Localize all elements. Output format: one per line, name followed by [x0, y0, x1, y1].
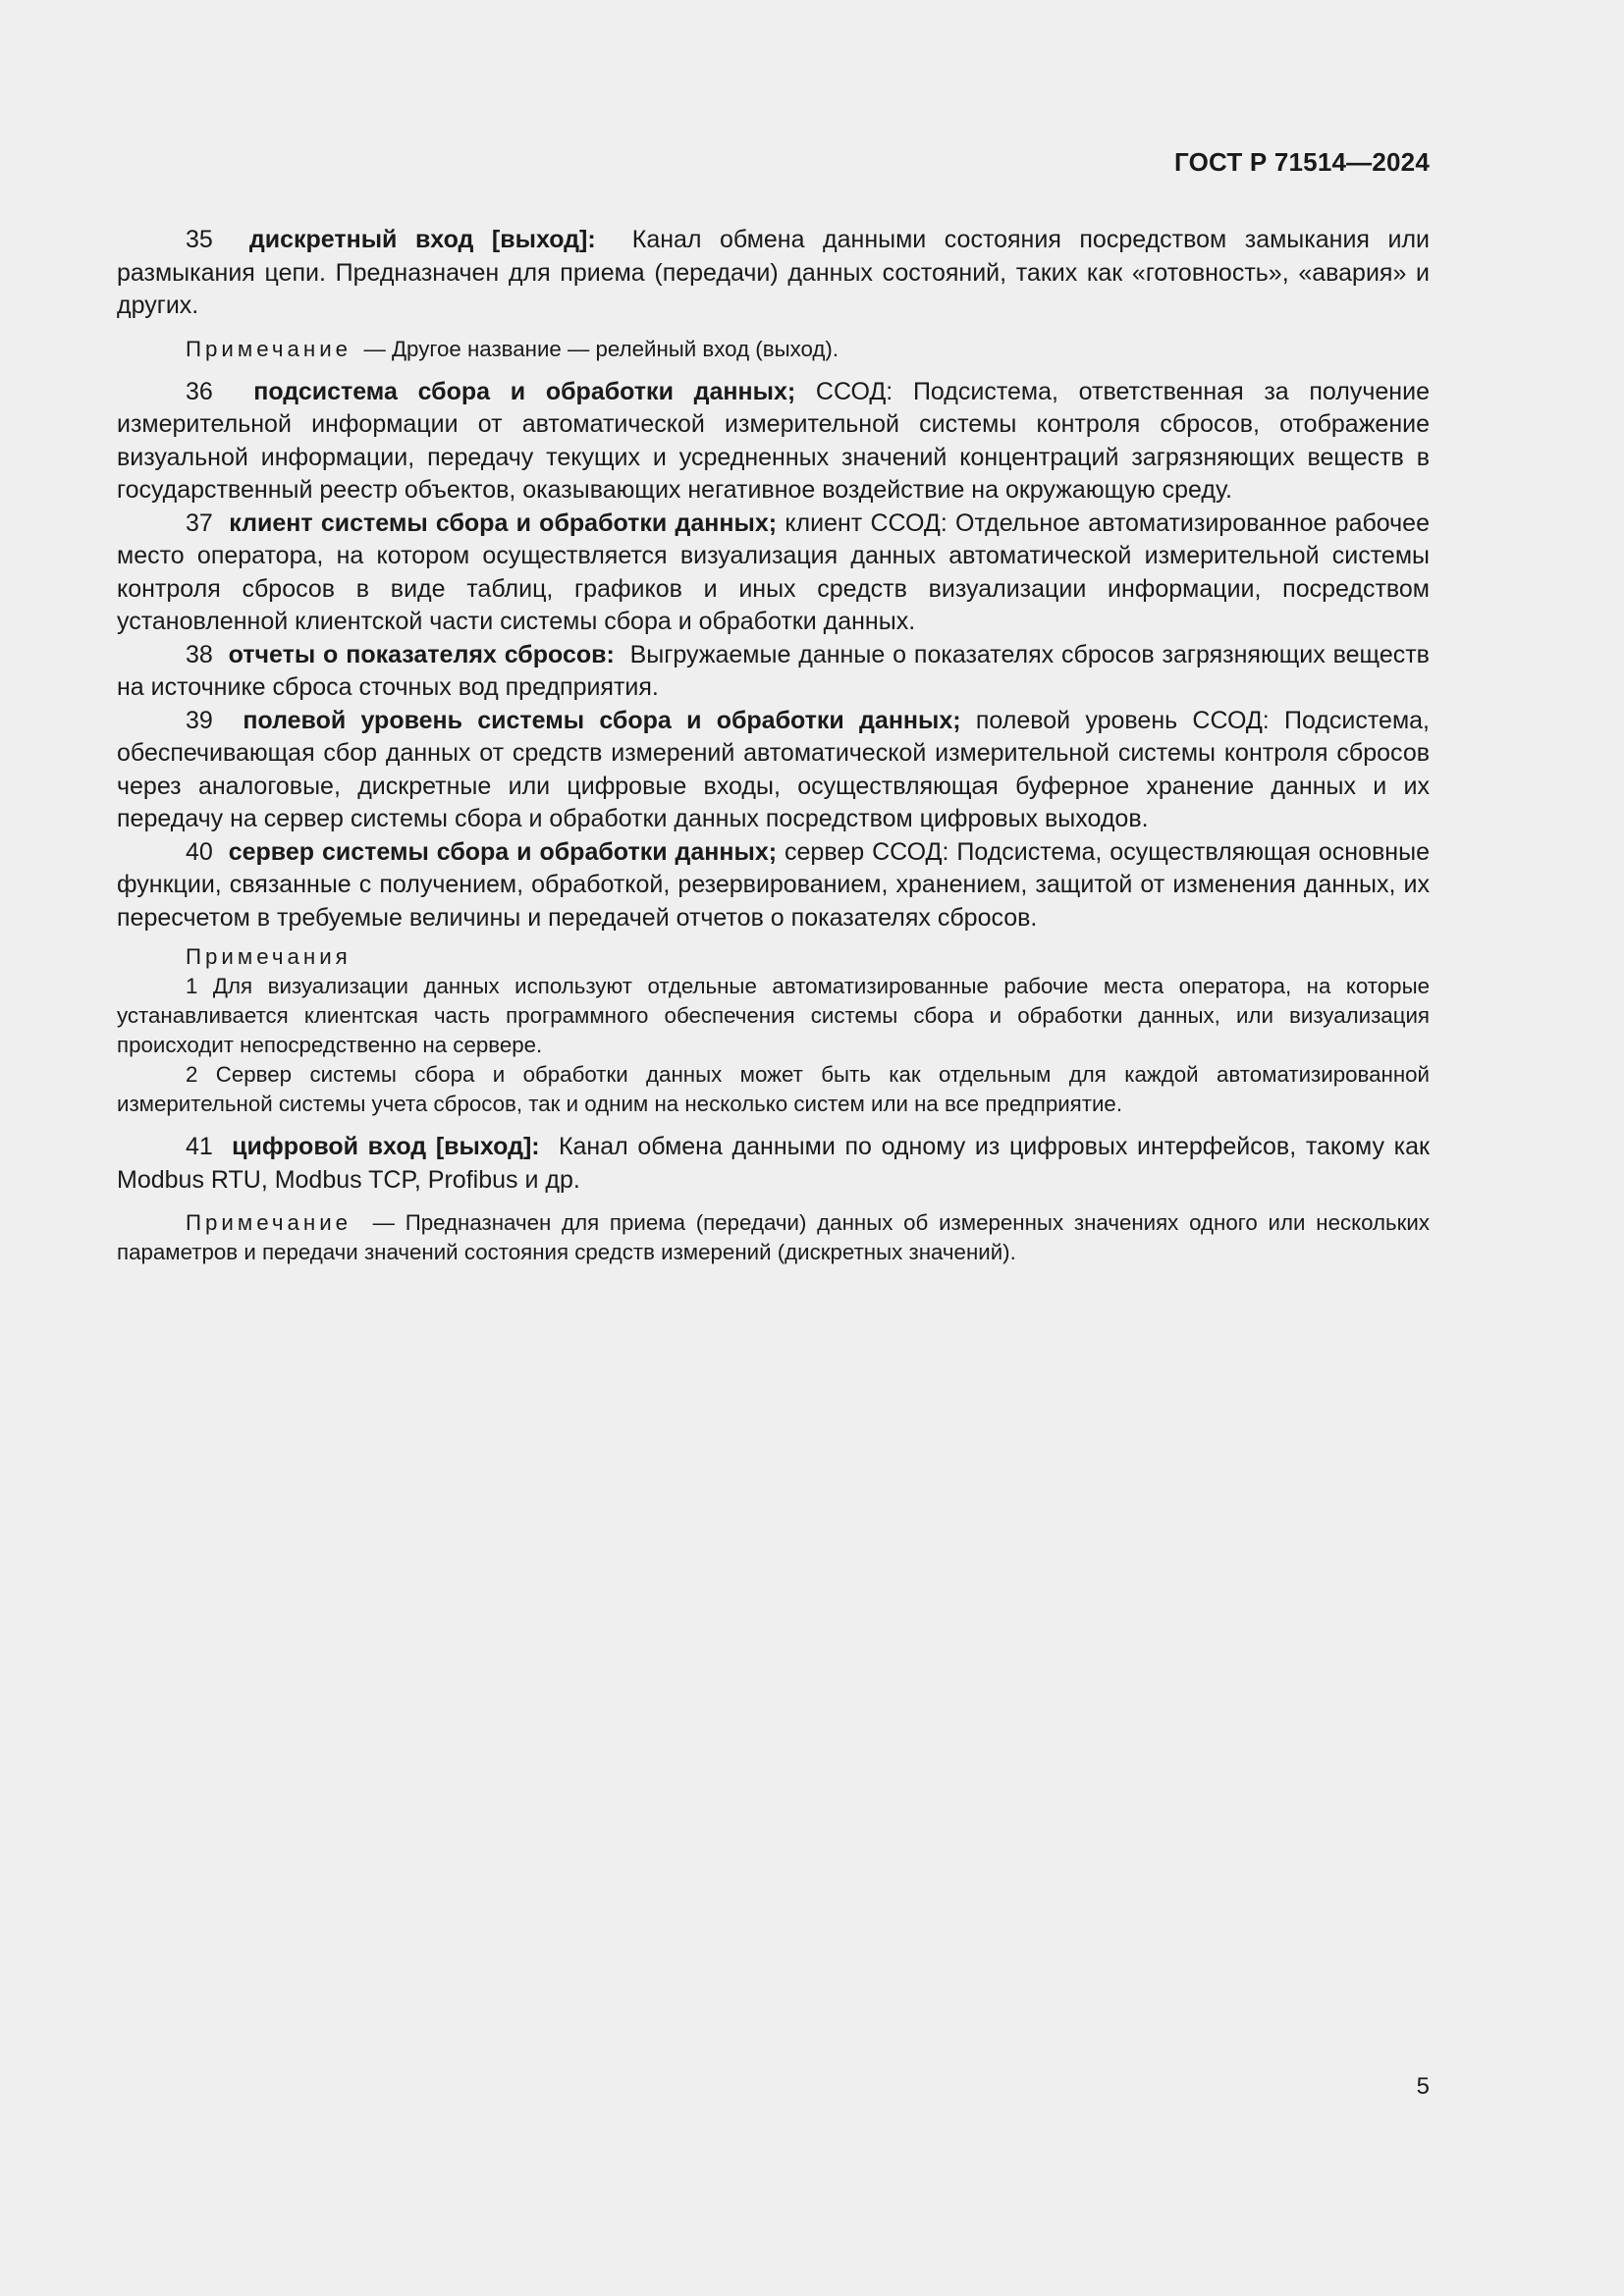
document-header: ГОСТ Р 71514—2024	[1174, 147, 1430, 177]
term-number: 37	[186, 508, 213, 537]
note-item-1: 1 Для визуализации данных используют отдельные автоматизированные рабочие места оператора, на которые устанавливается клиентская часть программного обеспечения системы сбора и обработки данных, или визуализация происходит непосредственно на сервере.	[117, 974, 1430, 1057]
notes-title: Примечания	[186, 944, 352, 969]
term-39	[117, 705, 1430, 836]
term-definition: Канал обмена данными состояния посредством замыкания или размыкания цепи. Предназначен для приема (передачи) данных состояний, таких как «готовность», «авария» и других.	[117, 226, 1430, 319]
note-35	[117, 335, 1430, 364]
term-title: дискретный вход [выход]:	[248, 226, 596, 253]
term-title: подсистема сбора и обработки данных;	[253, 377, 796, 405]
term-title: цифровой вход [выход]:	[232, 1133, 540, 1160]
term-number: 39	[186, 706, 213, 734]
term-title: отчеты о показателях сбросов:	[228, 640, 615, 668]
note-41	[117, 1208, 1430, 1267]
term-definition: сервер ССОД: Подсистема, осуществляющая основные функции, связанные с получением, обработкой, резервированием, хранением, защитой от изменения данных, их пересчетом в требуемые величины и передачей отчетов о показателях сбросов.	[117, 837, 1430, 932]
term-title: клиент системы сбора и обработки данных;	[229, 508, 778, 537]
document-body	[117, 224, 1430, 1267]
note-text: — Предназначен для приема (передачи) данных об измеренных значениях одного или нескольких параметров и передачи значений состояния средств измерений (дискретных значений).	[117, 1210, 1431, 1264]
term-36	[117, 376, 1430, 507]
note-label: Примечание	[186, 1210, 352, 1235]
term-definition: клиент ССОД: Отдельное автоматизированное рабочее место оператора, на котором осуществляется визуализация данных автоматической измерительной системы контроля сбросов в виде таблиц, графиков и иных средств визуализации информации, посредством установленной клиентской части системы сбора и обработки данных.	[117, 508, 1430, 635]
term-number: 36	[186, 377, 213, 405]
term-number: 35	[186, 226, 213, 253]
term-title: полевой уровень системы сбора и обработки данных;	[243, 706, 961, 734]
term-40	[117, 836, 1430, 935]
term-number: 40	[186, 837, 213, 866]
term-37	[117, 507, 1430, 639]
term-38	[117, 639, 1430, 705]
term-definition: Выгружаемые данные о показателях сбросов загрязняющих веществ на источнике сброса сточных вод предприятия.	[117, 640, 1430, 701]
page-number: 5	[1416, 2073, 1430, 2100]
term-35	[117, 224, 1430, 323]
term-41	[117, 1131, 1430, 1197]
term-title: сервер системы сбора и обработки данных;	[228, 837, 778, 866]
term-number: 41	[186, 1133, 213, 1160]
term-definition: полевой уровень ССОД: Подсистема, обеспечивающая сбор данных от средств измерений автоматической измерительной системы контроля сбросов через аналоговые, дискретные или цифровые входы, осуществляющая буферное хранение данных и их передачу на сервер системы сбора и обработки данных посредством цифровых выходов.	[117, 706, 1430, 832]
note-item-2: 2 Сервер системы сбора и обработки данных может быть как отдельным для каждой автоматизированной измерительной системы учета сбросов, так и одним на несколько систем или на все предприятие.	[117, 1062, 1430, 1116]
term-definition: Канал обмена данными по одному из цифровых интерфейсов, такому как Modbus RTU, Modbus TCP, Profibus и др.	[117, 1133, 1430, 1194]
term-definition: ССОД: Подсистема, ответственная за получение измерительной информации от автоматической измерительной системы контроля сбросов, отображение визуальной информации, передачу текущих и усредненных значений концентраций загрязняющих веществ в государственный реестр объектов, оказывающих негативное воздействие на окружающую среду.	[117, 377, 1430, 504]
term-number: 38	[186, 640, 213, 668]
note-label: Примечание	[186, 336, 352, 361]
note-text: — Другое название — релейный вход (выход).	[363, 336, 839, 361]
